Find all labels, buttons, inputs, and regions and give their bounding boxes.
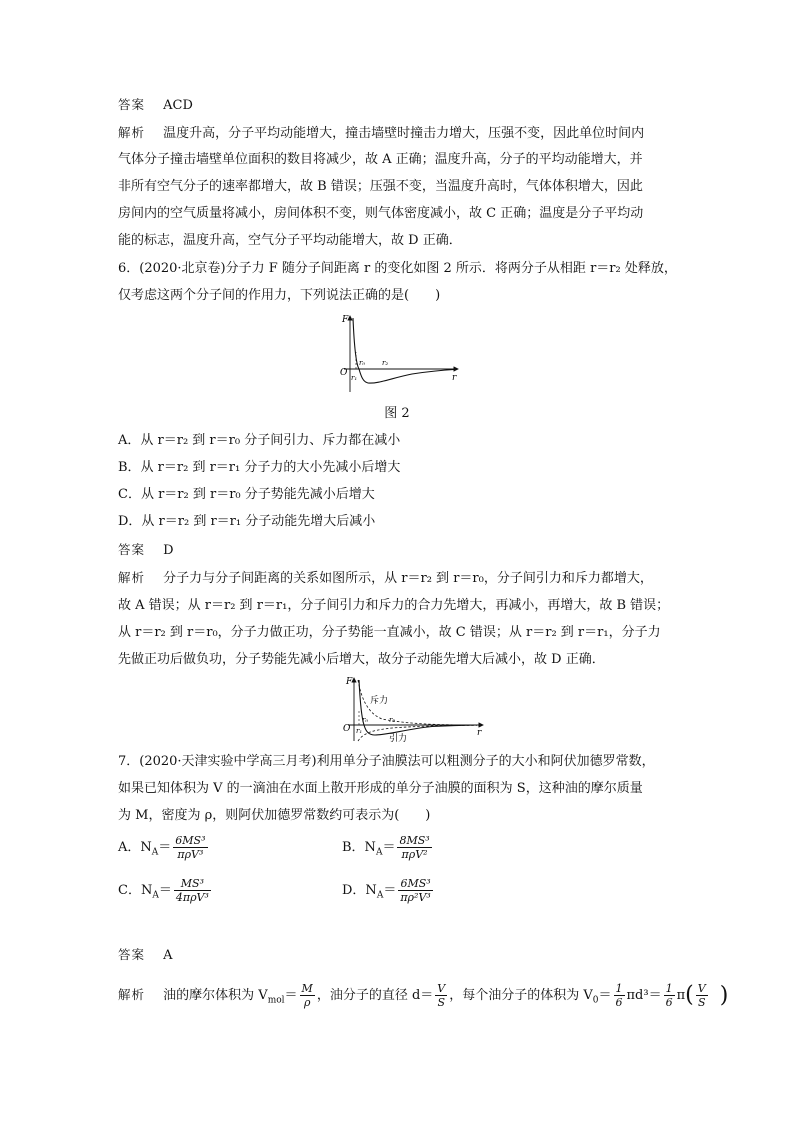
analysis-text: πd³＝	[626, 988, 662, 1003]
fraction-numerator: M	[301, 982, 313, 995]
f-axis-label: F	[342, 315, 349, 325]
analysis-text: ，油分子的直径 d＝	[316, 988, 434, 1003]
q7-stem-line-2: 如果已知体积为 V 的一滴油在水面上散开形成的单分子油膜的面积为 S，这种油的摩尔质量	[118, 781, 643, 796]
fraction-denominator: πρV³	[177, 848, 204, 861]
q6-analysis-line-3: 从 r＝r₂ 到 r＝r₀，分子力做正功，分子势能一直减小，故 C 错误；从 r＝r₂ 到 r＝r₁，分子力	[118, 625, 661, 640]
analysis-label: 解析	[118, 987, 146, 1002]
option-fraction	[174, 877, 211, 904]
answer-label: 答案	[118, 97, 146, 112]
option-prefix: B．N	[342, 840, 376, 855]
q7-option-a	[118, 834, 338, 862]
fraction-denominator: S	[697, 996, 706, 1009]
answer-label: 答案	[118, 542, 146, 557]
fraction-denominator: ρ	[303, 996, 311, 1009]
answer-label: 答案	[118, 947, 146, 962]
option-subscript: A	[151, 847, 159, 858]
figure-2-caption: 图 2	[384, 406, 410, 421]
fraction-denominator: S	[437, 996, 446, 1009]
analysis-fraction	[614, 982, 625, 1009]
analysis-fraction	[300, 982, 315, 1009]
q6-analysis-line-4: 先做正功后做负功，分子势能先减小后增大，故分子动能先增大后减小，故 D 正确．	[118, 652, 605, 667]
q5-analysis-line-2: 气体分子撞击墙壁单位面积的数目将减少，故 A 正确；温度升高，分子的平均动能增大，并	[118, 152, 643, 167]
fraction-denominator: πρ²V³	[400, 891, 431, 904]
option-prefix: A．N	[118, 840, 152, 855]
fraction-numerator: 8MS³	[399, 834, 430, 847]
q5-analysis-line-5: 能的标志，温度升高，空气分子平均动能增大，故 D 正确．	[118, 233, 462, 248]
analysis-text: ，每个油分子的体积为 V	[449, 988, 593, 1003]
attraction-curve	[358, 725, 477, 741]
r2-label: r₂	[382, 359, 389, 367]
fraction-denominator: 4πρV³	[175, 891, 209, 904]
analysis-equals: ＝	[598, 988, 612, 1003]
repulsion-label: 斥力	[370, 696, 389, 706]
origin-label: O	[343, 724, 351, 734]
q7-option-d	[342, 877, 435, 905]
q6-stem-line-1: 6．(2020·北京卷)分子力 F 随分子间距离 r 的变化如图 2 所示．将两分子从相距 r＝r₂ 处释放，	[118, 261, 677, 276]
left-paren: (	[685, 982, 694, 1008]
q7-stem-line-1: 7．(2020·天津实验中学高三月考)利用单分子油膜法可以粗测分子的大小和阿伏加德罗常数，	[118, 754, 655, 769]
q5-analysis-line-1	[118, 124, 678, 143]
analysis-equals: ＝	[284, 988, 298, 1003]
option-prefix: D．N	[342, 883, 377, 898]
r1-label: r₁	[351, 374, 358, 382]
analysis-subscript: mol	[267, 995, 285, 1006]
option-prefix: C．N	[118, 883, 153, 898]
origin-label: O	[340, 368, 348, 378]
analysis-fraction	[696, 982, 708, 1009]
option-fraction	[173, 834, 207, 861]
analysis-fraction	[664, 982, 675, 1009]
option-subscript: A	[376, 890, 384, 901]
f-axis-label: F	[346, 677, 353, 687]
q6-answer-value: D	[163, 543, 174, 558]
q5-analysis-line-4: 房间内的空气质量将减小，房间体积不变，则气体密度减小，故 C 正确；温度是分子平均动	[118, 206, 644, 221]
analysis-subscript: 0	[592, 995, 599, 1006]
q6-option-c: C．从 r＝r₂ 到 r＝r₀ 分子势能先减小后增大	[118, 487, 375, 502]
r1-label: r₁	[356, 727, 363, 735]
q5-analysis-line-3: 非所有空气分子的速率都增大，故 B 错误；压强不变，当温度升高时，气体体积增大，因此	[118, 179, 643, 194]
r0-label: r₀	[362, 716, 369, 724]
fraction-numerator: 1	[665, 982, 673, 995]
fraction-numerator: V	[437, 982, 446, 995]
q7-stem-line-3: 为 M，密度为 ρ，则阿伏加德罗常数约可表示为( )	[118, 808, 431, 823]
force-diagram-graph	[337, 675, 487, 743]
q6-option-d: D．从 r＝r₂ 到 r＝r₁ 分子动能先增大后减小	[118, 514, 376, 529]
analysis-fraction	[435, 982, 447, 1009]
q7-option-c	[118, 877, 338, 905]
option-equals: ＝	[382, 840, 396, 855]
q6-option-a: A．从 r＝r₂ 到 r＝r₀ 分子间引力、斥力都在减小	[118, 433, 401, 448]
q6-stem-line-2: 仅考虑这两个分子间的作用力，下列说法正确的是( )	[118, 288, 441, 303]
q7-analysis-line-1	[118, 982, 729, 1010]
q5-answer-value: ACD	[163, 98, 193, 113]
analysis-label: 解析	[118, 125, 146, 140]
r0-label: r₀	[359, 359, 366, 367]
option-fraction	[397, 834, 431, 861]
fraction-denominator: πρV²	[401, 848, 428, 861]
fraction-denominator: 6	[615, 996, 623, 1009]
attraction-label: 引力	[389, 734, 408, 743]
q7-answer-value: A	[163, 948, 173, 963]
analysis-text: 油的摩尔体积为 V	[163, 988, 268, 1003]
force-curve	[353, 318, 454, 383]
analysis-text: π	[676, 988, 686, 1003]
q6-analysis-line-2: 故 A 错误；从 r＝r₂ 到 r＝r₁，分子间引力和斥力的合力先增大，再减小，再增大，故 B 错误；	[118, 598, 670, 613]
q7-option-b	[342, 834, 434, 862]
right-paren: )	[719, 982, 729, 1008]
q6-analysis-text: 分子力与分子间距离的关系如图所示，从 r＝r₂ 到 r＝r₀，分子间引力和斥力都增大，	[163, 571, 653, 586]
figure-2-graph	[332, 312, 462, 396]
fraction-numerator: MS³	[174, 877, 211, 891]
q5-answer-line	[118, 96, 678, 115]
option-subscript: A	[375, 847, 383, 858]
option-fraction	[398, 877, 432, 904]
q6-option-b: B．从 r＝r₂ 到 r＝r₁ 分子力的大小先减小后增大	[118, 460, 401, 475]
r-axis-label: r	[452, 373, 457, 383]
fraction-denominator: 6	[665, 996, 673, 1009]
option-equals: ＝	[158, 840, 172, 855]
option-equals: ＝	[158, 883, 172, 898]
q6-analysis-line-1	[118, 569, 678, 588]
fraction-numerator: 6MS³	[175, 834, 206, 847]
fraction-numerator: V	[697, 982, 706, 995]
option-equals: ＝	[383, 883, 397, 898]
fraction-numerator: 1	[615, 982, 623, 995]
r-axis-label: r	[477, 728, 482, 738]
q6-answer-line	[118, 541, 678, 560]
fraction-numerator: 6MS³	[398, 877, 432, 891]
option-subscript: A	[152, 890, 159, 901]
q7-answer-line	[118, 946, 678, 965]
r2-label: r₂	[389, 716, 396, 724]
q5-analysis-text: 温度升高，分子平均动能增大，撞击墙壁时撞击力增大，压强不变，因此单位时间内	[163, 126, 645, 141]
analysis-label: 解析	[118, 570, 146, 585]
